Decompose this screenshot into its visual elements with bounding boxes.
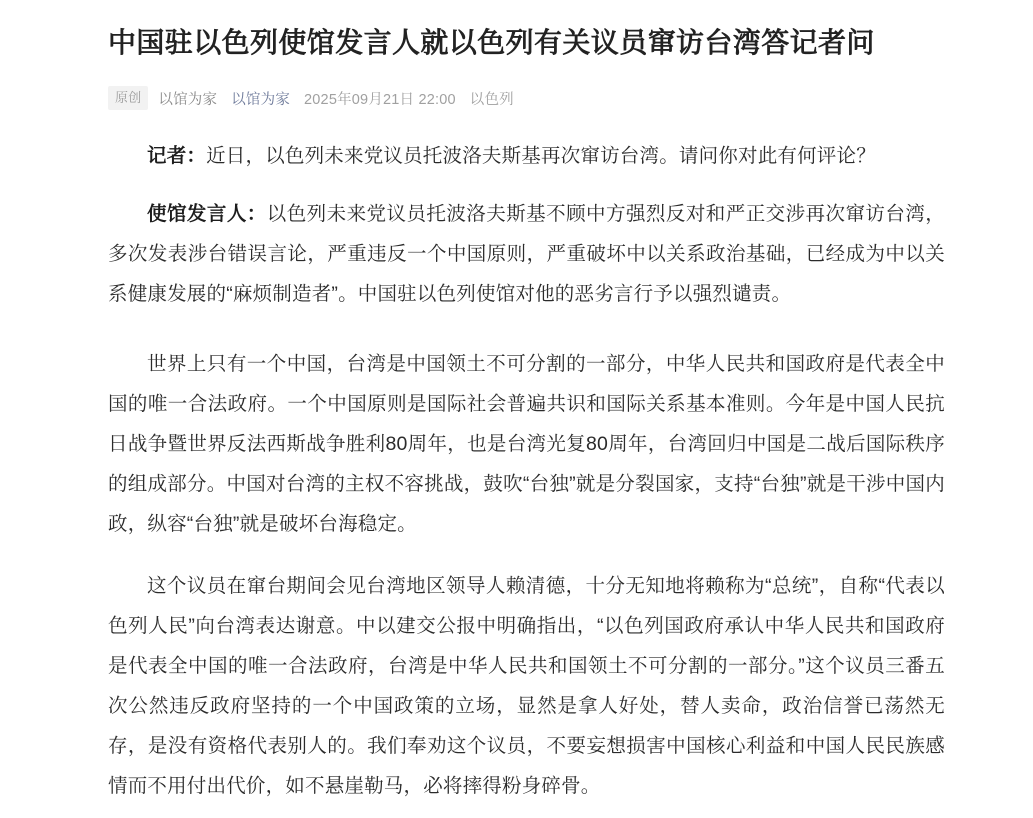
article-body <box>108 136 945 806</box>
article-page <box>0 14 1033 806</box>
location-label: 以色列 <box>469 91 514 108</box>
question-text: 近日，以色列未来党议员托波洛夫斯基再次窜访台湾。请问你对此有何评论？ <box>206 145 876 167</box>
original-badge: 原创 <box>108 86 148 110</box>
spokesperson-text: 以色列未来党议员托波洛夫斯基不顾中方强烈反对和严正交涉再次窜访台湾，多次发表涉台错误言论，严重违反一个中国原则，严重破坏中以关系政治基础，已经成为中以关系健康发展的“麻烦制造者”。中国驻以色列使馆对他的恶劣言行予以强烈谴责。 <box>108 203 945 305</box>
paragraph-visit-detail <box>108 566 945 806</box>
account-link[interactable]: 以馆为家 <box>231 91 291 108</box>
publish-date: 2025年09月21日 22:00 <box>304 91 456 108</box>
paragraph-one-china <box>108 344 945 544</box>
question-lead-label: 记者： <box>147 145 207 167</box>
paragraph-question <box>108 136 945 176</box>
page-title: 中国驻以色列使馆发言人就以色列有关议员窜访台湾答记者问 <box>108 27 875 58</box>
spokesperson-lead-label: 使馆发言人： <box>147 203 267 225</box>
paragraph-visit-detail-text: 这个议员在窜台期间会见台湾地区领导人赖清德，十分无知地将赖称为“总统”，自称“代表以色列人民”向台湾表达谢意。中以建交公报中明确指出，“以色列国政府承认中华人民共和国政府是代表全中国的唯一合法政府，台湾是中华人民共和国领土不可分割的一部分。”这个议员三番五次公然违反政府坚持的一个中国政策的立场，显然是拿人好处，替人卖命，政治信誉已荡然无存，是没有资格代表别人的。我们奉劝这个议员，不要妄想损害中国核心利益和中国人民民族感情而不用付出代价，如不悬崖勒马，必将摔得粉身碎骨。 <box>108 575 945 797</box>
article-container <box>0 14 1033 806</box>
paragraph-spacer <box>108 336 945 344</box>
author-name: 以馆为家 <box>158 91 218 108</box>
article-meta <box>108 86 945 110</box>
paragraph-answer <box>108 194 945 314</box>
paragraph-one-china-text: 世界上只有一个中国，台湾是中国领土不可分割的一部分，中华人民共和国政府是代表全中国的唯一合法政府。一个中国原则是国际社会普遍共识和国际关系基本准则。今年是中国人民抗日战争暨世界反法西斯战争胜利80周年，也是台湾光复80周年，台湾回归中国是二战后国际秩序的组成部分。中国对台湾的主权不容挑战，鼓吹“台独”就是分裂国家，支持“台独”就是干涉中国内政，纵容“台独”就是破坏台海稳定。 <box>108 353 945 535</box>
